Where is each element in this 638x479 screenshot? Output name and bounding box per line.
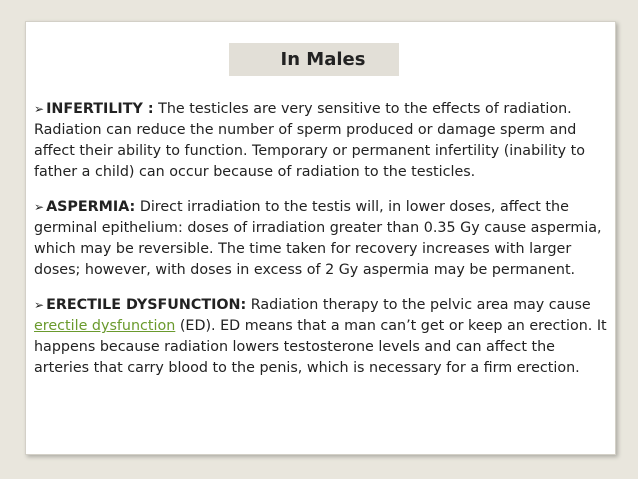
section-aspermia bbox=[34, 197, 609, 281]
section-term: ERECTILE DYSFUNCTION: bbox=[46, 297, 247, 313]
section-term: INFERTILITY : bbox=[46, 101, 154, 117]
arrow-bullet-icon: ➢ bbox=[34, 200, 45, 214]
erectile-dysfunction-link[interactable]: erectile dysfunction bbox=[34, 318, 176, 334]
section-text: Direct irradiation to the testis will, in lower doses, affect the germinal epithelium: doses of irradiation greater than 0.35 Gy cause aspermia, which may be reversible. The time taken for recovery increases with larger doses; however, with doses in excess of 2 Gy aspermia may be permanent. bbox=[34, 199, 602, 278]
section-text: The testicles are very sensitive to the effects of radiation. Radiation can reduce the number of sperm produced or damage sperm and affect their ability to function. Temporary or permanent infertility (inability to father a child) can occur because of radiation to the testicles. bbox=[34, 101, 586, 180]
section-term: ASPERMIA: bbox=[46, 199, 136, 215]
section-text-after: (ED). ED means that a man can’t get or keep an erection. It happens because radiation lowers testosterone levels and can affect the arteries that carry blood to the penis, which is necessary for a firm erection. bbox=[34, 318, 607, 376]
slide-content bbox=[34, 99, 609, 393]
slide-title-text: In Males bbox=[280, 49, 366, 70]
section-erectile-dysfunction bbox=[34, 295, 609, 379]
arrow-bullet-icon: ➢ bbox=[34, 102, 45, 116]
section-infertility bbox=[34, 99, 609, 183]
section-text-before: Radiation therapy to the pelvic area may cause bbox=[246, 297, 591, 313]
slide-title bbox=[229, 43, 399, 76]
arrow-bullet-icon: ➢ bbox=[34, 298, 45, 312]
